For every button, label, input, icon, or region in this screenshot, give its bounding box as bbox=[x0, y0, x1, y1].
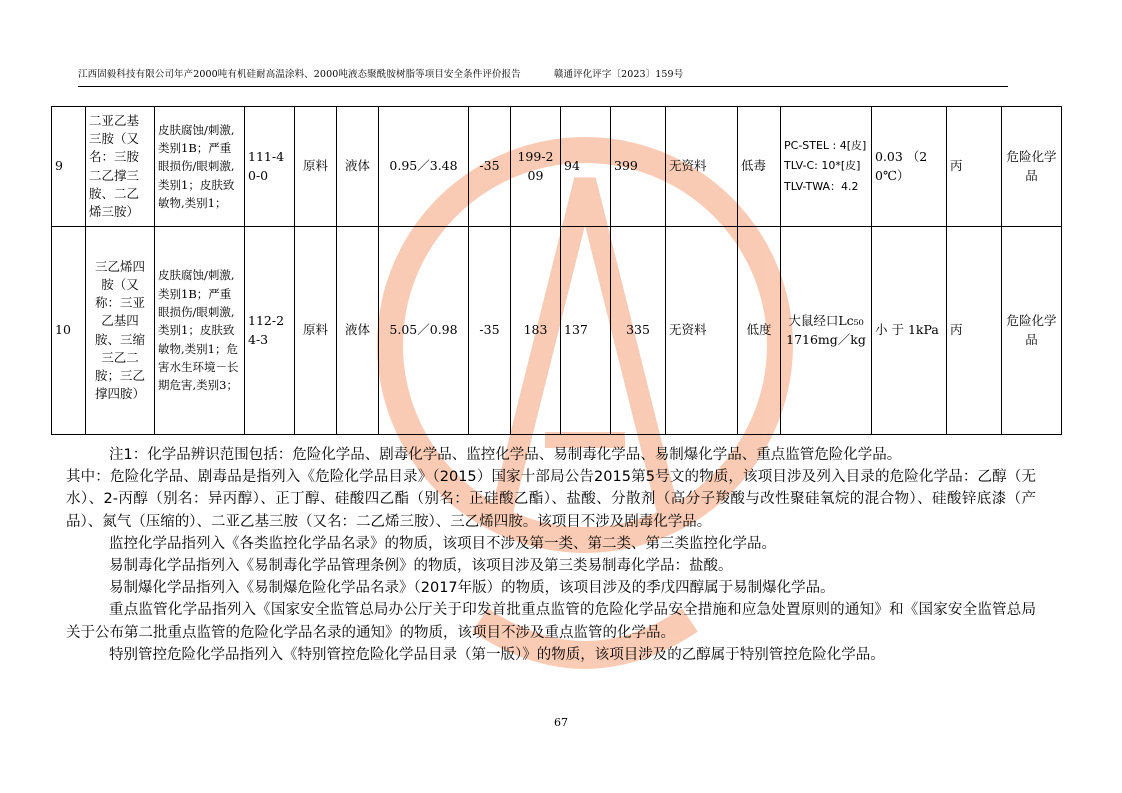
cell-name: 二亚乙基三胺（又名：三胺二乙撑三胺、二乙烯三胺） bbox=[86, 107, 155, 227]
cell-no: 10 bbox=[52, 227, 86, 435]
cell-melting-point: -35 bbox=[469, 107, 511, 227]
cell-category: 危险化学品 bbox=[1002, 107, 1062, 227]
cell-use: 原料 bbox=[295, 227, 337, 435]
cell-vapor-pressure: 小 于 1kPa bbox=[872, 227, 947, 435]
notes-section bbox=[66, 444, 1036, 666]
note-paragraph: 注1：化学品辨识范围包括：危险化学品、剧毒化学品、监控化学品、易制毒化学品、易制爆化学品、重点监管危险化学品。 bbox=[109, 447, 902, 463]
cell-boiling-point: 199-209 bbox=[511, 107, 561, 227]
report-title: 江西固毅科技有限公司年产2000吨有机硅耐高温涂料、2000吨液态聚酰胺树脂等项目安全条件评价报告 bbox=[78, 69, 521, 80]
cell-explosion-limit: 无资料 bbox=[666, 107, 738, 227]
cell-cas: 112-24-3 bbox=[245, 227, 295, 435]
cell-melting-point: -35 bbox=[469, 227, 511, 435]
cell-exposure-limit: 大鼠经口Lc₅₀ 1716mg／kg bbox=[781, 227, 872, 435]
document-number: 赣通评化评字〔2023〕159号 bbox=[553, 69, 684, 80]
cell-density: 0.95／3.48 bbox=[379, 107, 469, 227]
cell-ignition-point: 335 bbox=[611, 227, 666, 435]
cell-hazard: 皮肤腐蚀/刺激,类别1B；严重眼损伤/眼刺激,类别1；皮肤致敏物,类别1；危害水生环境－长期危害,类别3； bbox=[155, 227, 245, 435]
cell-hazard: 皮肤腐蚀/刺激,类别1B；严重眼损伤/眼刺激,类别1；皮肤致敏物,类别1； bbox=[155, 107, 245, 227]
page-number: 67 bbox=[554, 716, 568, 729]
note-paragraph: 特别管控危险化学品指列入《特别管控危险化学品目录（第一版）》的物质，该项目涉及的乙醇属于特别管控危险化学品。 bbox=[109, 646, 885, 663]
note-paragraph: 易制爆化学品指列入《易制爆危险化学品名录》（2017年版）的物质，该项目涉及的季戊四醇属于易制爆化学品。 bbox=[109, 580, 835, 597]
cell-boiling-point: 183 bbox=[511, 227, 561, 435]
cell-density: 5.05／0.98 bbox=[379, 227, 469, 435]
note-paragraph: 监控化学品指列入《各类监控化学品名录》的物质，该项目不涉及第一类、第二类、第三类监控化学品。 bbox=[109, 535, 776, 552]
cell-use: 原料 bbox=[295, 107, 337, 227]
note-paragraph: 易制毒化学品指列入《易制毒化学品管理条例》的物质，该项目涉及第三类易制毒化学品：盐酸。 bbox=[109, 558, 733, 575]
page-header bbox=[78, 66, 1008, 87]
cell-fire-class: 丙 bbox=[947, 227, 1002, 435]
table-row bbox=[52, 107, 1062, 227]
cell-name: 三乙烯四胺（又称：三亚乙基四胺、三缩三乙二胺；三乙撑四胺） bbox=[86, 227, 155, 435]
cell-flash-point: 94 bbox=[561, 107, 611, 227]
cell-category: 危险化学品 bbox=[1002, 227, 1062, 435]
cell-toxicity: 低毒 bbox=[738, 107, 781, 227]
note-paragraph: 重点监管化学品指列入《国家安全监管总局办公厅关于印发首批重点监管的危险化学品安全措施和应急处置原则的通知》和《国家安全监管总局关于公布第二批重点监管的危险化学品名录的通知》的物质，该项目不涉及重点监管的化学品。 bbox=[66, 602, 1036, 641]
cell-vapor-pressure: 0.03 （20℃） bbox=[872, 107, 947, 227]
note-paragraph: 其中：危险化学品、剧毒品是指列入《危险化学品目录》（2015）国家十部局公告2015第5号文的物质，该项目涉及列入目录的危险化学品：乙醇（无水）、2-丙醇（别名：异丙醇）、正丁醇、硅酸四乙酯（别名：正硅酸乙酯）、盐酸、分散剂（高分子羧酸与改性聚硅氧烷的混合物）、硅酸锌底漆（产品）、氮气（压缩的）、二亚乙基三胺（又名：二乙烯三胺）、三乙烯四胺。该项目不涉及剧毒化学品。 bbox=[66, 469, 1036, 530]
cell-cas: 111-40-0 bbox=[245, 107, 295, 227]
chemical-table bbox=[51, 106, 1062, 435]
cell-toxicity: 低度 bbox=[738, 227, 781, 435]
cell-fire-class: 丙 bbox=[947, 107, 1002, 227]
cell-form: 液体 bbox=[337, 107, 379, 227]
cell-exposure-limit: PC-STEL : 4[皮] TLV-C: 10*[皮] TLV-TWA：4.2 bbox=[781, 107, 872, 227]
cell-explosion-limit: 无资料 bbox=[666, 227, 738, 435]
cell-form: 液体 bbox=[337, 227, 379, 435]
cell-flash-point: 137 bbox=[561, 227, 611, 435]
cell-ignition-point: 399 bbox=[611, 107, 666, 227]
table-row bbox=[52, 227, 1062, 435]
cell-no: 9 bbox=[52, 107, 86, 227]
